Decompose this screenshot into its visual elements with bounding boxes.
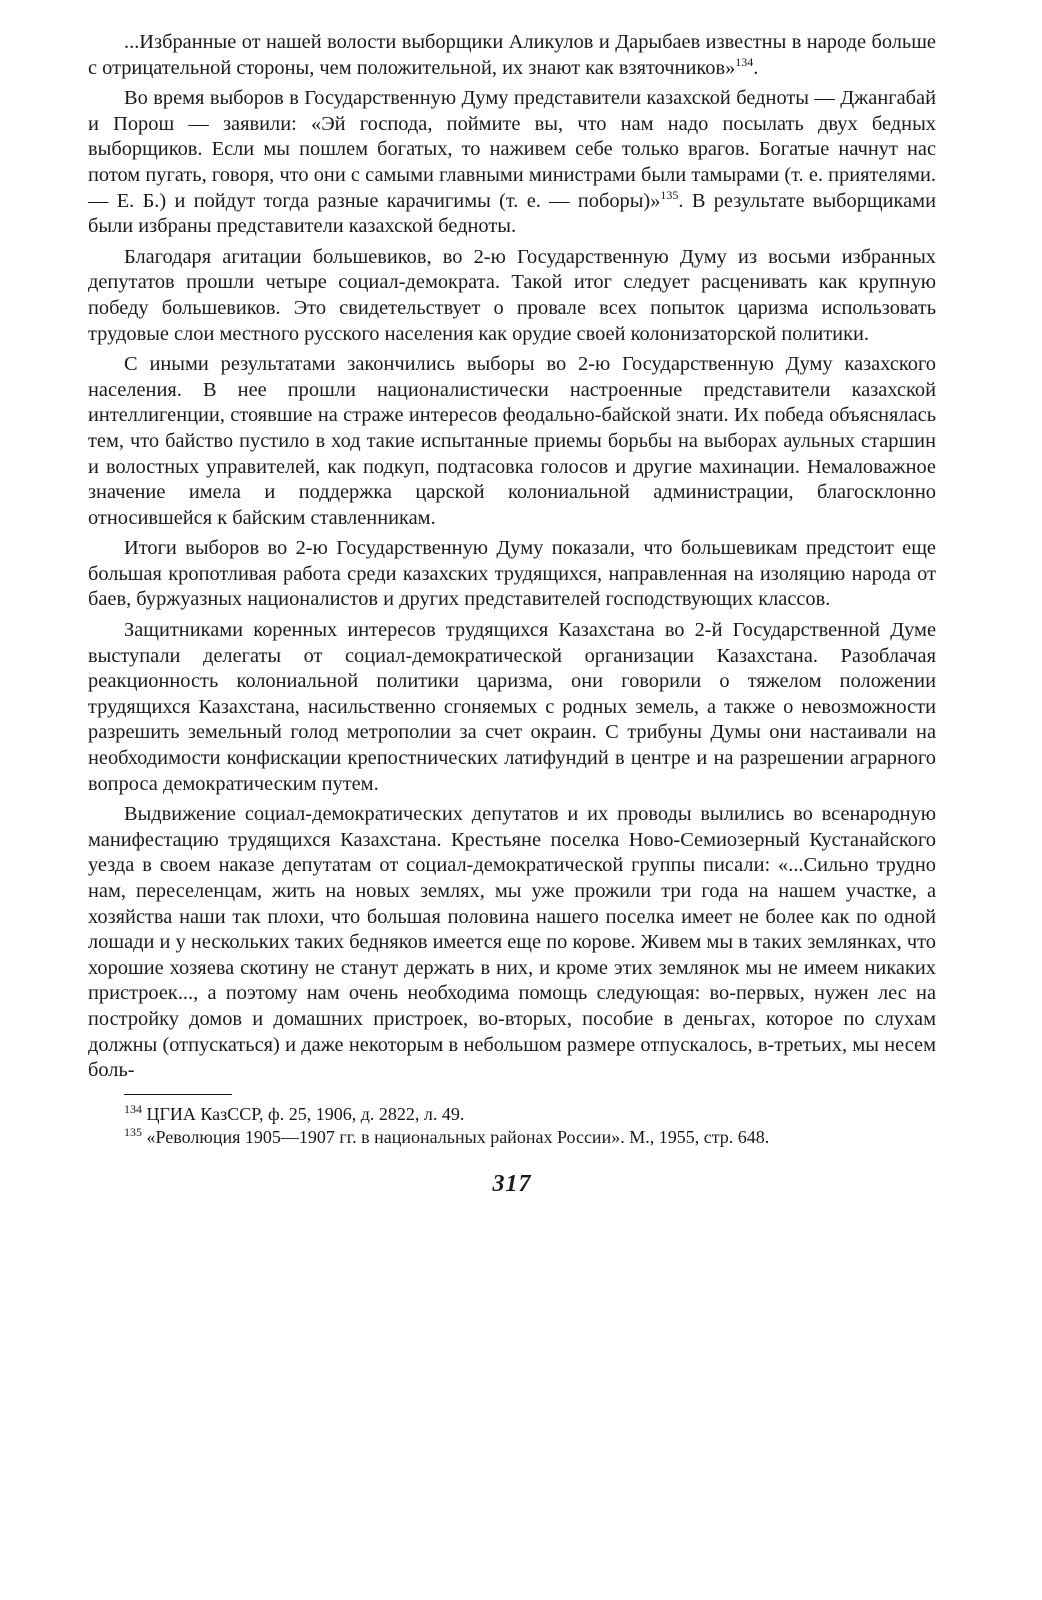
paragraph-2-text: Во время выборов в Государственную Думу представители казахской бедноты — Джангабай и Порош — заявили: «Эй господа, поймите вы, что нам надо посылать двух бедных выборщиков. Если мы пошлем богатых, то наживем себе только врагов. Богатые начнут нас потом пугать, говоря, что они с самыми главными министрами были тамырами (т. е. приятелями. — Е. Б.) и пойдут тогда разные карачигимы (т. е. — поборы)»: [88, 87, 936, 212]
footnote-text: ЦГИА КазССР, ф. 25, 1906, д. 2822, л. 49.: [146, 1103, 465, 1124]
paragraph-1: [88, 30, 936, 81]
paragraph-6-text: Защитниками коренных интересов трудящихся Казахстана во 2-й Государственной Думе выступали делегаты от социал-демократической организации Казахстана. Разоблачая реакционность колониальной политики царизма, они говорили о тяжелом положении трудящихся Казахстана, насильственно сгоняемых с родных земель, а также о невозможности разрешить земельный голод метрополии за счет окраин. С трибуны Думы они настаивали на необходимости конфискации крепостнических латифундий в центре и на разрешении аграрного вопроса демократическим путем.: [88, 619, 936, 795]
footnote-divider: [124, 1094, 232, 1095]
page-body: [88, 30, 936, 1198]
paragraph-4-text: С иными результатами закончились выборы во 2-ю Государственную Думу казахского населения. В нее прошли националистически настроенные представители казахской интеллигенции, стоявшие на страже интересов феодально-байской знати. Их победа объяснялась тем, что байство пустило в ход такие испытанные приемы борьбы на выборах аульных старшин и волостных управителей, как подкуп, подтасовка голосов и другие махинации. Немаловажное значение имела и поддержка царской колониальной администрации, благосклонно относившейся к байским ставленникам.: [88, 353, 936, 529]
page-number: 317: [492, 1170, 532, 1197]
footnote-134: [124, 1103, 936, 1126]
footnote-135: [124, 1126, 936, 1149]
footnote-ref-134[interactable]: 134: [735, 54, 754, 69]
paragraph-1-text: ...Избранные от нашей волости выборщики Аликулов и Дарыбаев известны в народе больше с отрицательной стороны, чем положительной, их знают как взяточников»: [88, 31, 936, 79]
footnote-ref-135[interactable]: 135: [660, 187, 679, 202]
footnote-number: 135: [124, 1124, 142, 1139]
paragraph-5: [88, 536, 936, 613]
footnote-number: 134: [124, 1101, 142, 1116]
paragraph-4: [88, 352, 936, 531]
footnote-text: «Революция 1905—1907 гг. в национальных районах России». М., 1955, стр. 648.: [146, 1126, 770, 1147]
paragraph-7-text: Выдвижение социал-демократических депутатов и их проводы вылились во всенародную манифестацию трудящихся Казахстана. Крестьяне поселка Ново-Семиозерный Кустанайского уезда в своем наказе депутатам от социал-демократической группы писали: «...Сильно трудно нам, переселенцам, жить на новых землях, мы уже прожили три года на нашем участке, а хозяйства наши так плохи, что большая половина нашего поселка имеет не более как по одной лошади и у нескольких таких бедняков имеется еще по корове. Живем мы в таких землянках, что хорошие хозяева скотину не станут держать в них, и кроме этих землянок мы не имеем никаких пристроек..., а поэтому нам очень необходима помощь следующая: во-первых, нужен лес на постройку домов и домашних пристроек, во-вторых, пособие в деньгах, которое по слухам должны (отпускаться) и даже некоторым в небольшом размере отпускалось, в-третьих, мы несем боль-: [88, 803, 936, 1082]
paragraph-3: [88, 245, 936, 347]
paragraph-2: [88, 86, 936, 240]
paragraph-3-text: Благодаря агитации большевиков, во 2-ю Государственную Думу из восьми избранных депутатов прошли четыре социал-демократа. Такой итог следует расценивать как крупную победу большевиков. Это свидетельствует о провале всех попыток царизма использовать трудовые слои местного русского населения как орудие своей колонизаторской политики.: [88, 245, 936, 345]
paragraph-6: [88, 618, 936, 797]
paragraph-1-tail: .: [753, 56, 759, 79]
paragraph-2-tail: . В результате выборщиками были избраны представители казахской бедноты.: [88, 189, 936, 238]
paragraph-5-text: Итоги выборов во 2-ю Государственную Думу показали, что большевикам предстоит еще большая кропотливая работа среди казахских трудящихся, направленная на изоляцию народа от баев, буржуазных националистов и других представителей господствующих классов.: [88, 537, 936, 611]
paragraph-7: [88, 802, 936, 1084]
